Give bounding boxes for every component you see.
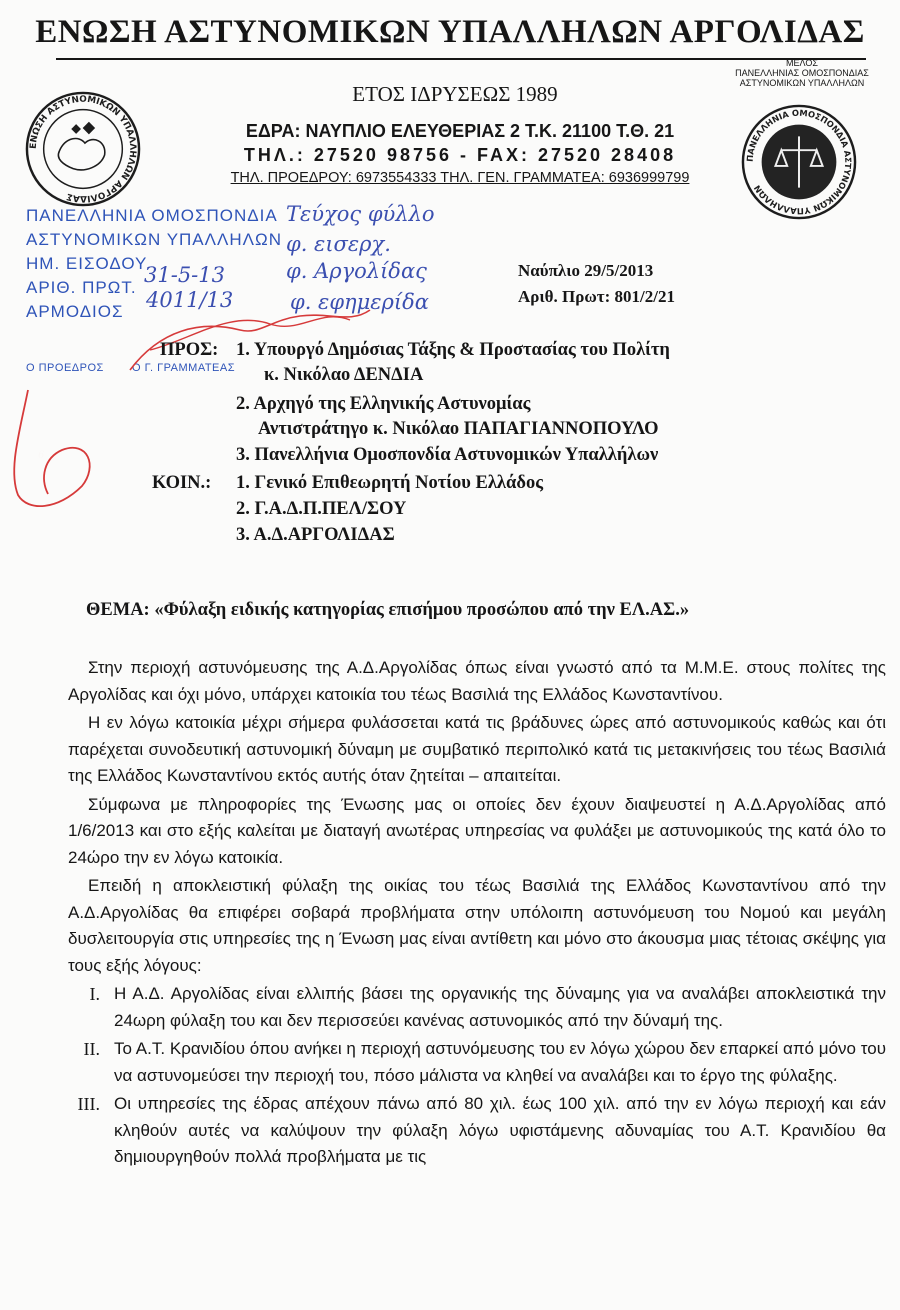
handwritten-entry-date: 31-5-13 — [144, 263, 225, 287]
cc-recipient-2: 2. Γ.Α.Δ.Π.ΠΕΛ/ΣΟΥ — [236, 499, 407, 519]
body-paragraph: Η εν λόγω κατοικία μέχρι σήμερα φυλάσσεται κατά τις βράδυνες ώρες από αστυνομικούς καθώς και ότι παρέχεται συνοδευτική αστυνομική δύναμη με συμβατικό περιπολικό κατά τις μετακινήσεις του τέως Βασιλιά της Ελλάδος Κωνσταντίνου εκτός αυτής όταν ζητείται – απαιτείται. — [68, 713, 886, 785]
red-numeral-mark — [38, 450, 44, 461]
handwritten-note-3: φ. Αργολίδας — [286, 259, 427, 283]
place-date-block — [518, 258, 675, 310]
recipient-1-name: κ. Νικόλαο ΔΕΝΔΙΑ — [264, 365, 424, 385]
letter-body — [68, 655, 886, 1173]
red-numeral-stroke — [14, 390, 90, 506]
recipient-1: 1. Υπουργό Δημόσιας Τάξης & Προστασίας του Πολίτη — [236, 340, 670, 360]
reason-number: II. — [83, 1039, 100, 1059]
stamp-responsible-label: ΑΡΜΟΔΙΟΣ — [26, 302, 124, 321]
handwritten-note-2: φ. εισερχ. — [286, 232, 391, 256]
stamp-president-label: Ο ΠΡΟΕΔΡΟΣ — [26, 362, 104, 374]
stamp-org-line-2: ΑΣΤΥΝΟΜΙΚΩΝ ΥΠΑΛΛΗΛΩΝ — [26, 230, 282, 249]
handwritten-note-1: Τεύχος φύλλο — [286, 202, 435, 226]
founded-year: ΕΤΟΣ ΙΔΡΥΣΕΩΣ 1989 — [352, 82, 558, 106]
body-paragraph: Επειδή η αποκλειστική φύλαξη της οικίας του τέως Βασιλιά της Ελλάδος Κωνσταντίνου από την Α.Δ.Αργολίδας θα επιφέρει σοβαρά προβλήματα στην υπόλοιπη αστυνόμευση του Νομού και μεγάλη δυσλειτουργία στις υπηρεσίες της η Ένωση μας είναι αντίθετη και μόνο στο άκουσμα μιας τέτοιας σκέψης για τους εξής λόγους: — [68, 876, 886, 975]
reason-text: Η Α.Δ. Αργολίδας είναι ελλιπής βάσει της οργανικής της δύναμης για να αναλάβει αποκλειστικά την 24ωρη φύλαξη του και δεν περισσεύει κανένας αστυνομικός από την δύναμή της. — [114, 984, 886, 1030]
reasons-list — [68, 981, 886, 1171]
reason-item — [68, 1036, 886, 1089]
cc-recipient-3: 3. Α.Δ.ΑΡΓΟΛΙΔΑΣ — [236, 525, 395, 545]
place-date: Ναύπλιο 29/5/2013 — [518, 261, 654, 280]
protocol-number: Αριθ. Πρωτ: 801/2/21 — [518, 287, 675, 306]
reason-item — [68, 1091, 886, 1171]
seal-ring-text: ΠΑΝΕΛΛΗΝΙΑ ΟΜΟΣΠΟΝΔΙΑ ΑΣΤΥΝΟΜΙΚΩΝ ΥΠΑΛΛΗΛΩΝ — [744, 107, 854, 217]
stamp-entry-date-label: ΗΜ. ΕΙΣΟΔΟΥ — [26, 254, 148, 273]
seal-ring-text: ΕΝΩΣΗ ΑΣΤΥΝΟΜΙΚΩΝ ΥΠΑΛΛΗΛΩΝ ΑΡΓΟΛΙΔΑΣ — [28, 94, 138, 204]
seal-diamond-small — [71, 124, 81, 134]
officers-phones: ΤΗΛ. ΠΡΟΕΔΡΟΥ: 6973554333 ΤΗΛ. ΓΕΝ. ΓΡΑΜΜΑΤΕΑ: 6936999799 — [230, 170, 690, 186]
member-line-1: ΜΕΛΟΣ — [786, 58, 818, 68]
member-line-2: ΠΑΝΕΛΛΗΝΙΑΣ ΟΜΟΣΠΟΝΔΙΑΣ — [735, 68, 869, 78]
cc-label: ΚΟΙΝ.: — [152, 473, 212, 493]
body-paragraph: Σύμφωνα με πληροφορίες της Ένωσης μας οι οποίες δεν έχουν διαψευστεί η Α.Δ.Αργολίδας από 1/6/2013 και στο εξής καλείται με διαταγή ανωτέρας υπηρεσίας να φυλάξει με αστυνομικούς της κατά όλο το 24ώρο την εν λόγω κατοικία. — [68, 794, 886, 867]
to-label: ΠΡΟΣ: — [160, 340, 219, 360]
recipient-2: 2. Αρχηγό της Ελληνικής Αστυνομίας — [236, 394, 531, 414]
union-seal-logo — [24, 90, 142, 208]
stamp-org-line-1: ΠΑΝΕΛΛΗΝΙΑ ΟΜΟΣΠΟΝΔΙΑ — [26, 206, 278, 225]
stamp-protocol-label: ΑΡΙΘ. ΠΡΩΤ. — [26, 278, 137, 297]
seal-inner-ring — [44, 110, 123, 189]
handwritten-protocol-number: 4011/13 — [146, 288, 234, 312]
reason-item — [68, 981, 886, 1034]
cc-recipient-1: 1. Γενικό Επιθεωρητή Νοτίου Ελλάδος — [236, 473, 543, 493]
subject-line: ΘΕΜΑ: «Φύλαξη ειδικής κατηγορίας επισήμου προσώπου από την ΕΛ.ΑΣ.» — [86, 600, 690, 620]
reason-number: I. — [89, 984, 100, 1004]
recipient-2-name: Αντιστράτηγο κ. Νικόλαο ΠΑΠΑΓΙΑΝΝΟΠΟΥΛΟ — [258, 419, 659, 439]
stamp-secretary-label: Ο Γ. ΓΡΑΜΜΑΤΕΑΣ — [132, 362, 236, 374]
reason-text: Οι υπηρεσίες της έδρας απέχουν πάνω από 80 χιλ. έως 100 χιλ. από την εν λόγω περιοχή και εάν κληθούν αυτές να καλύψουν την φύλαξη λόγω υφιστάμενης αδυναμίας του Α.Τ. Κρανιδίου θα δημιουργηθούν πολλά προβλήματα με τις — [114, 1094, 886, 1166]
federation-seal-logo — [740, 103, 858, 221]
reason-number: III. — [77, 1094, 100, 1114]
member-line-3: ΑΣΤΥΝΟΜΙΚΩΝ ΥΠΑΛΛΗΛΩΝ — [739, 78, 865, 88]
seal-map-outline — [58, 138, 104, 169]
body-paragraph: Στην περιοχή αστυνόμευσης της Α.Δ.Αργολίδας όπως είναι γνωστό από τα Μ.Μ.Ε. στους πολίτες της Αργολίδας και όχι μόνο, υπάρχει κατοικία του τέως Βασιλιά της Ελλάδος Κωνσταντίνου. — [68, 658, 886, 704]
reason-text: Το Α.Τ. Κρανιδίου όπου ανήκει η περιοχή αστυνόμευσης του εν λόγω χώρου δεν επαρκεί από μόνο του να αστυνομεύσει την περιοχή του, πόσο μάλιστα να κληθεί να αναλάβει και το έργο της φύλαξης. — [114, 1039, 886, 1085]
handwritten-note-4: φ. εφημερίδα — [290, 290, 429, 314]
headquarters-address: ΕΔΡΑ: ΝΑΥΠΛΙΟ ΕΛΕΥΘΕΡΙΑΣ 2 Τ.Κ. 21100 Τ.Θ. 21 — [245, 121, 675, 141]
seal-diamond — [83, 122, 96, 135]
phone-fax: ΤΗΛ.: 27520 98756 - FAX: 27520 28408 — [243, 145, 677, 165]
union-name: ΕΝΩΣΗ ΑΣΤΥΝΟΜΙΚΩΝ ΥΠΑΛΛΗΛΩΝ ΑΡΓΟΛΙΔΑΣ — [35, 14, 865, 50]
recipient-3: 3. Πανελλήνια Ομοσπονδία Αστυνομικών Υπαλλήλων — [236, 445, 659, 465]
